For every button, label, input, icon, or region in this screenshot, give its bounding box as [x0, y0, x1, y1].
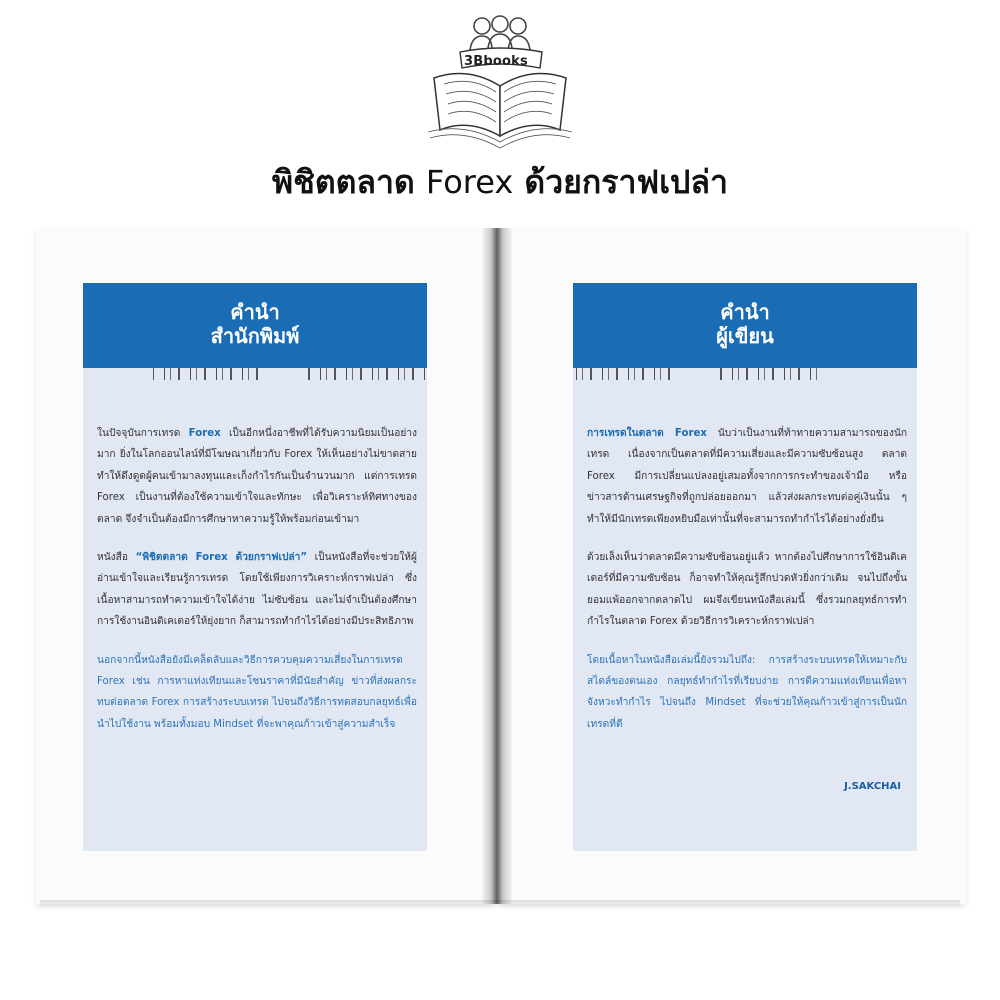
author-preface-header [573, 283, 917, 368]
print-artifact-mask [263, 368, 303, 380]
p2-rest: เป็นหนังสือที่จะช่วยให้ผู้อ่านเข้าใจและเรียนรู้การเทรด โดยใช้เพียงการวิเคราะห์กราฟเปล่า ซึ่งเนื้อหาสามารถทำความเข้าใจได้ง่าย ไม่ซับซ้อน และไม่จำเป็นต้องศึกษาการใช้งานอินดิเคเตอร์ให้ยุ่งยาก ก็สามารถทำกำไรได้อย่างมีประสิทธิภาพ [97, 552, 417, 628]
print-artifact-mask [83, 368, 153, 380]
publisher-logo [420, 8, 580, 150]
title-thai-part1: พิชิตตลาด [272, 163, 415, 201]
p1-highlight: การเทรดในตลาด Forex [587, 428, 707, 439]
open-book-icon [420, 8, 580, 150]
paragraph-3: โดยเนื้อหาในหนังสือเล่มนี้ยังรวมไปถึง: การสร้างระบบเทรดให้เหมาะกับสไตล์ของตนเอง กลยุทธ์ทำกำไรที่เรียบง่าย การดีความแท่งเทียนเพื่อหาจังหวะทำกำไร ไปจนถึง Mindset ที่จะช่วยให้คุณก้าวเข้าสู่การเป็นนักเทรดที่ดี [587, 654, 907, 730]
paragraph-2: ด้วยเล็งเห็นว่าตลาดมีความซับซ้อนอยู่แล้ว หากต้องไปศึกษาการใช้อินดิเคเตอร์ที่มีความซับซ้อน ก็อาจทำให้คุณรู้สึกปวดหัวยิ่งกว่าเดิม จนไปถึงขั้นยอมแพ้ออกจากตลาดไป ผมจึงเขียนหนังสือเล่มนี้ ซึ่งรวมกลยุทธ์การทำกำไรในตลาด Forex ด้วยวิธีการวิเคราะห์กราฟเปล่า [587, 552, 907, 628]
title-latin: Forex [425, 163, 514, 201]
paragraph-3: นอกจากนี้หนังสือยังมีเคล็ดลับและวิธีการควบคุมความเสี่ยงในการเทรด Forex เช่น การหาแท่งเทียนและโซนราคาที่มีนัยสำคัญ ข่าวที่ส่งผลกระทบต่อตลาด Forex การสร้างระบบเทรด ไปจนถึงวิธีการทดสอบกลยุทธ์เพื่อนำไปใช้งาน พร้อมทั้งมอบ Mindset ที่จะพาคุณก้าวเข้าสู่ความสำเร็จ [97, 654, 417, 730]
publisher-preface-panel [83, 283, 427, 851]
title-thai-part2: ด้วยกราฟเปล่า [524, 163, 728, 201]
author-preface-text [587, 423, 907, 752]
logo-text: 3Bbooks [464, 54, 528, 69]
header-line2: สำนักพิมพ์ [210, 324, 300, 348]
author-signature: J.SAKCHAI [844, 781, 901, 792]
print-artifact-mask [673, 368, 713, 380]
header-line2: ผู้เขียน [716, 324, 774, 348]
header-line1: คำนำ [230, 300, 280, 324]
book-spread [30, 228, 970, 908]
author-preface-panel [573, 283, 917, 851]
print-artifact-mask [823, 368, 917, 380]
paragraph-1 [97, 423, 417, 530]
p1-highlight: Forex [188, 428, 221, 439]
paragraph-2 [97, 547, 417, 633]
p2-start: หนังสือ [97, 552, 136, 564]
p1-start: ในปัจจุบันการเทรด [97, 428, 189, 439]
publisher-preface-text [97, 423, 417, 752]
right-page [500, 228, 966, 904]
publisher-preface-header [83, 283, 427, 368]
p1-rest: นับว่าเป็นงานที่ท้าทายความสามารถของนักเทรด เนื่องจากเป็นตลาดที่มีความเสี่ยงและมีความซับซ้อนสูง ตลาด Forex มีการเปลี่ยนแปลงอยู่เสมอทั้งจากการกระทำของเจ้ามือ หรือข่าวสารด้านเศรษฐกิจที่ถูกปล่อยออกมา แล้วส่งผลกระทบต่อคู่เงินนั้น ๆ ทำให้มีนักเทรดเพียงหยิบมือเท่านั้นที่จะสามารถทำกำไรได้อย่างยั่งยืน [587, 428, 907, 525]
page-shadow [40, 900, 960, 908]
paragraph-1 [587, 423, 907, 530]
book-spine [482, 228, 512, 904]
book-title [0, 158, 1000, 206]
p2-highlight: “พิชิตตลาด Forex ด้วยกราฟเปล่า” [135, 552, 308, 564]
p1-rest: เป็นอีกหนึ่งอาชีพที่ได้รับความนิยมเป็นอย่างมาก ยิ่งในโลกออนไลน์ที่มีโฆษณาเกี่ยวกับ Forex ให้เห็นอย่างไม่ขาดสาย ทำให้ดึงดูดผู้คนเข้ามาลงทุนและเก็งกำไรกันเป็นจำนวนมาก แต่การเทรด Forex เป็นงานที่ต้องใช้ความเข้าใจและทักษะ เพื่อวิเคราะห์ทิศทางของตลาด จึงจำเป็นต้องมีการศึกษาหาความรู้ให้พร้อมก่อนเข้ามา [97, 428, 417, 525]
left-page [36, 228, 494, 904]
header-line1: คำนำ [720, 300, 770, 324]
